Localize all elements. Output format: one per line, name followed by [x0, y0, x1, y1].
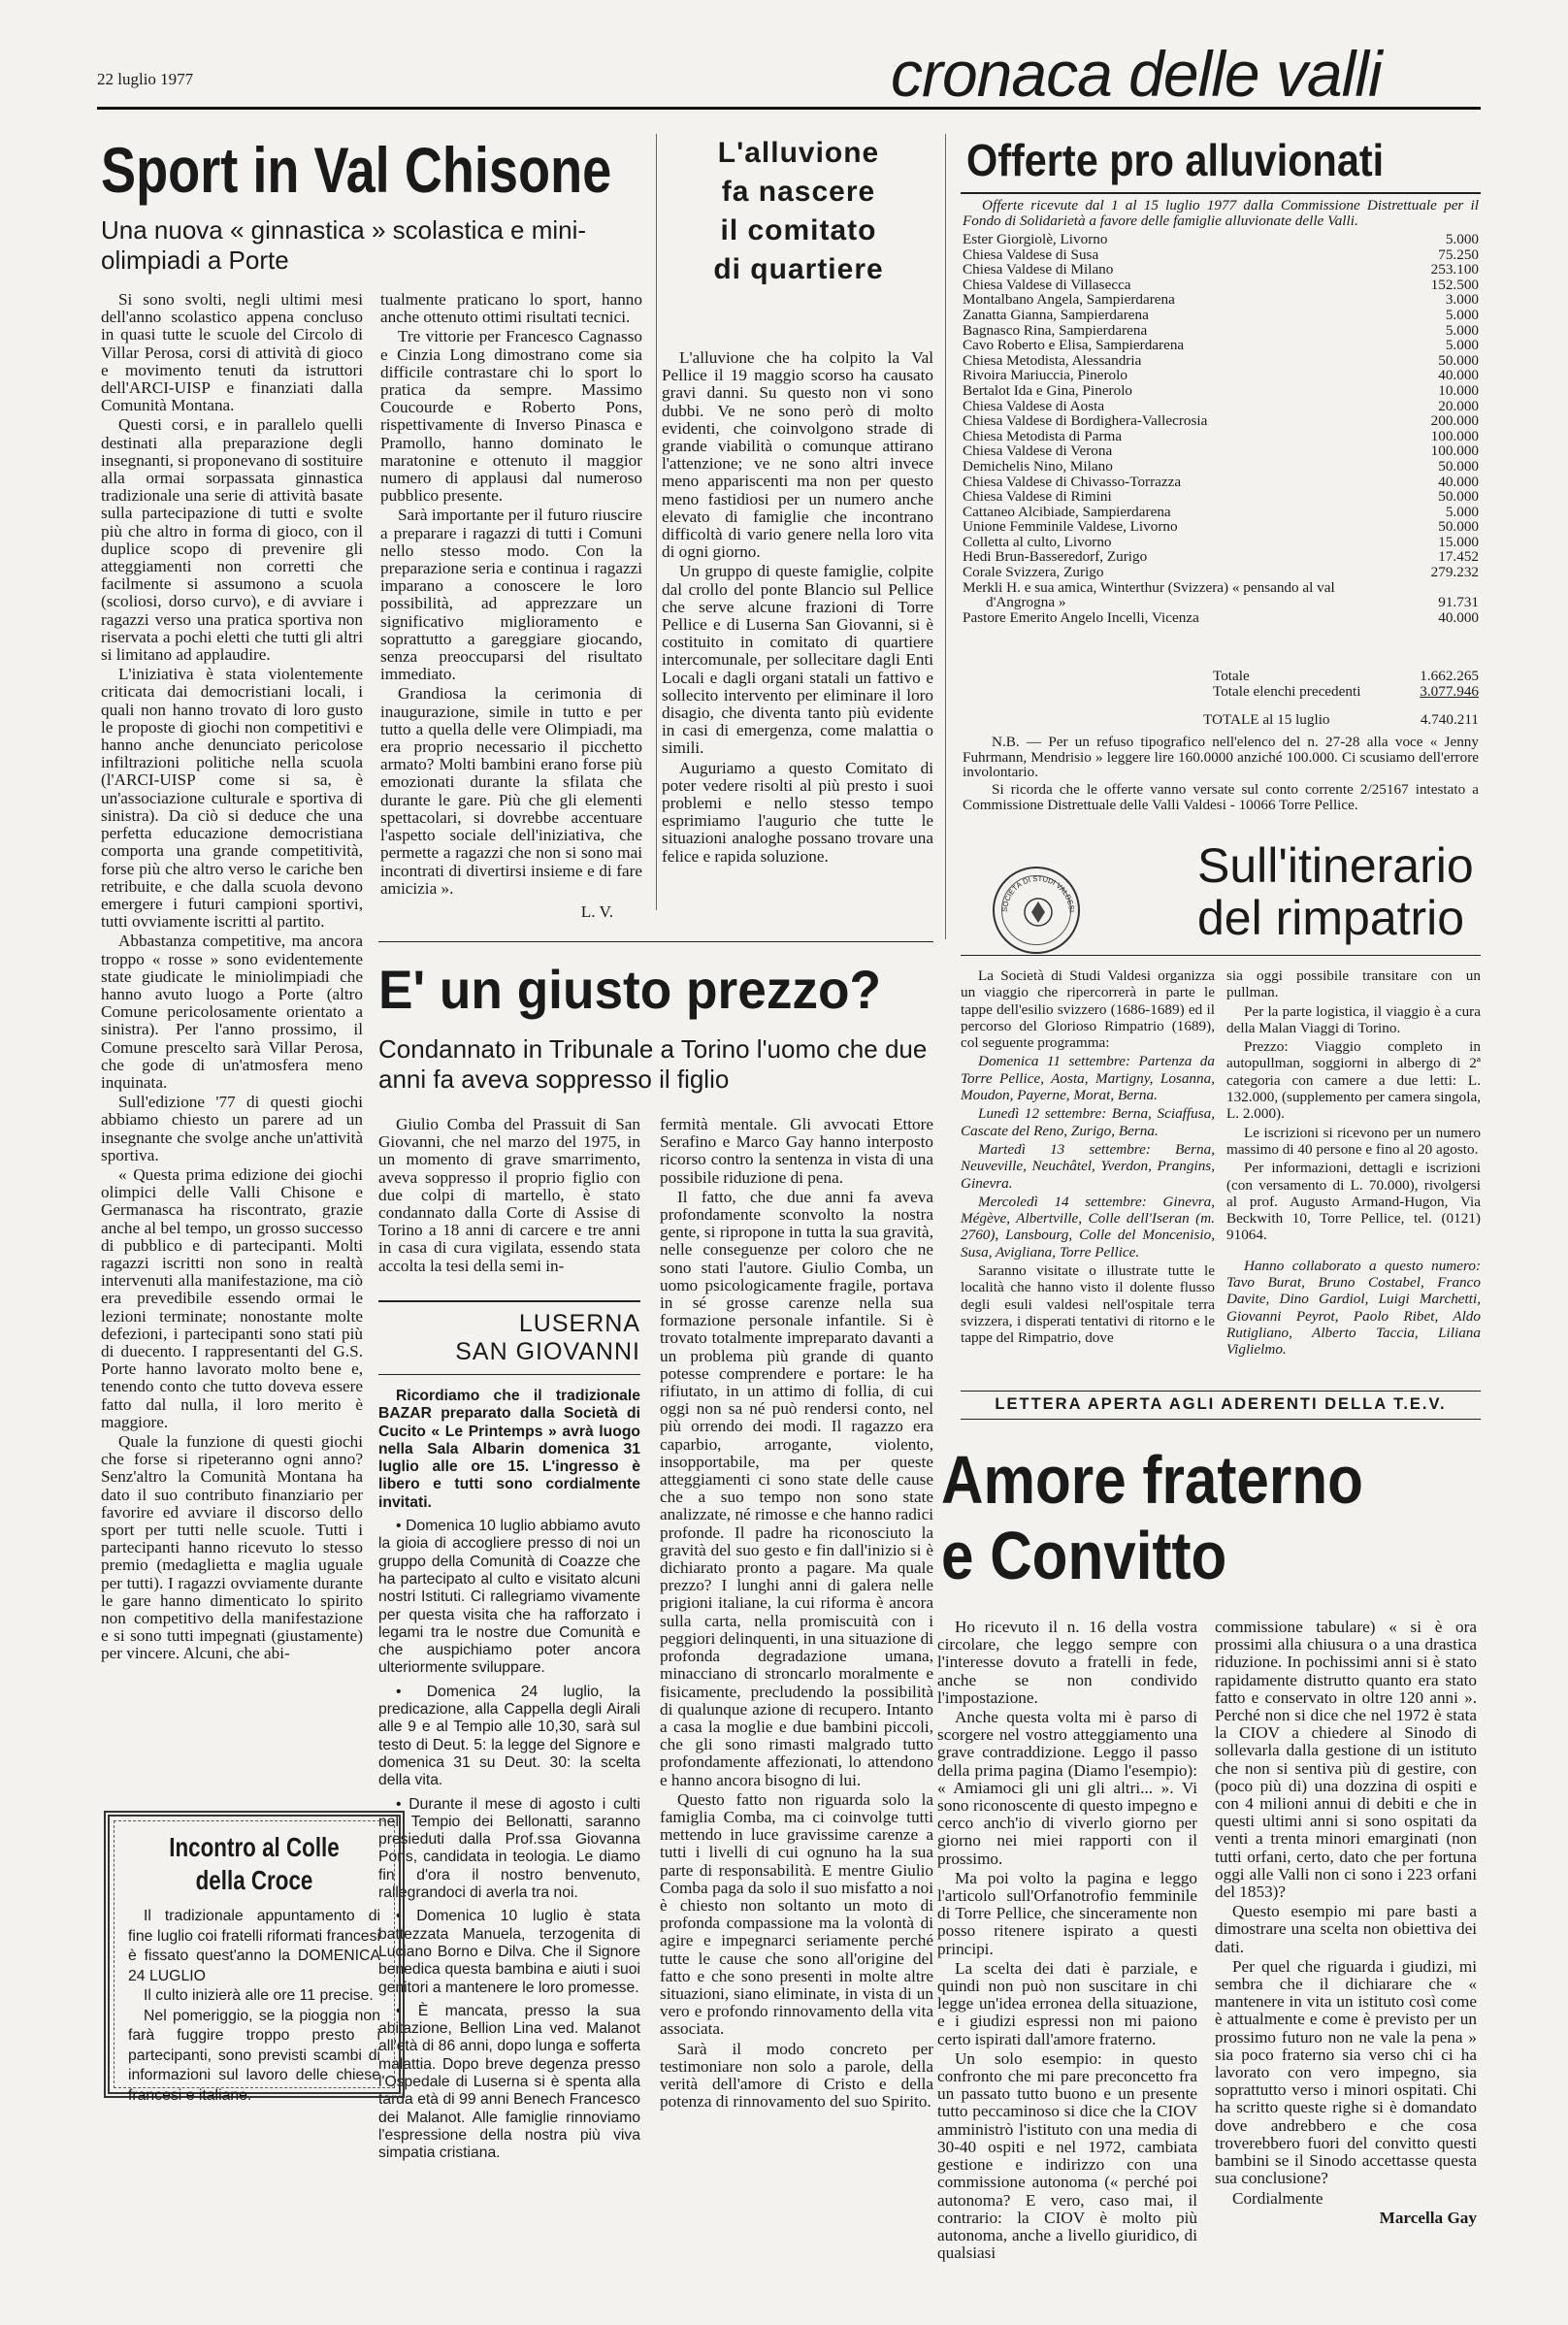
paragraph: Martedì 13 settembre: Berna, Neuveville, Neuchâtel, Yverdon, Prangins, Ginevra.	[961, 1140, 1215, 1192]
donor-name: Corale Svizzera, Zurigo	[963, 564, 1104, 581]
donor-name: Hedi Brun-Basseredorf, Zurigo	[963, 548, 1148, 566]
paragraph: Anche questa volta mi è parso di scorgere nel vostro atteggiamento una grave contraddizione. Leggo il passo della prima pagina (Diamo l'esempio): « Amiamoci gli uni gli altri... ». Vi sono riconoscente di questo impegno e cerco anch'io di viverlo giorno per giorno nei miei rapporti con il prossimo.	[937, 1708, 1197, 1868]
donor-row	[963, 383, 1479, 399]
paragraph: Il tradizionale appuntamento di fine luglio coi fratelli riformati francesi è fissato quest'anno la DOMENICA 24 LUGLIO	[128, 1908, 380, 1984]
paragraph: Per quel che riguarda i giudizi, mi sembra che il dichiarare che « mantenere in vita un istituto così come è attualmente e come è previsto per un prossimo futuro non ne vale la pena » sia poco fraterno sia verso chi ci ha lavorato con vero impegno, sia soprattutto verso i minori ospitati. Chi ha scritto queste righe si è domandato dove andrebbero e che cosa troverebbero fuori del convitto questi bambini se il Sinodo accettasse questa sua conclusione?	[1215, 1956, 1477, 2188]
total-grand-label: TOTALE al 15 luglio	[1203, 711, 1330, 729]
donor-name: d'Angrogna »	[986, 594, 1066, 611]
total-prev-label: Totale elenchi precedenti	[1213, 682, 1361, 700]
donor-row	[963, 505, 1479, 520]
total-row	[1106, 669, 1479, 684]
donor-amount: 75.250	[1438, 246, 1479, 263]
paragraph: Domenica 11 settembre: Partenza da Torre Pellice, Aosta, Martigny, Losanna, Moudon, Payerne, Morat, Berna.	[961, 1053, 1215, 1104]
donor-row	[963, 232, 1479, 247]
donor-amount: 40.000	[1438, 367, 1479, 384]
paragraph: • È mancata, presso la sua abitazione, Bellion Lina ved. Malanot all'età di 86 anni, dopo lunga e sofferta malattia. Dopo breve degenza presso l'Ospedale di Luserna si è spenta alla tarda età di 99 anni Benech Francesco dei Malanot. Alle famiglie rinnoviamo l'espressione della nostra più viva simpatia cristiana.	[378, 2002, 640, 2162]
paragraph: Sull'edizione '77 di questi giochi abbiamo chiesto un parere ad un insegnante che svolge anche un'attività sportiva.	[101, 1093, 363, 1164]
donor-amount: 5.000	[1445, 503, 1479, 520]
donor-amount: 100.000	[1430, 442, 1479, 460]
luserna-column	[378, 1388, 640, 2164]
donor-row	[963, 535, 1479, 550]
donor-name: Chiesa Valdese di Bordighera-Vallecrosia	[963, 412, 1208, 430]
donor-name: Chiesa Valdese di Rimini	[963, 488, 1112, 506]
luserna-title-1: LUSERNA	[518, 1310, 640, 1337]
donor-row	[963, 399, 1479, 414]
donor-row	[963, 549, 1479, 565]
paragraph: Giulio Comba del Prassuit di San Giovanni, che nel marzo del 1975, in un momento di grave smarrimento, aveva soppresso il proprio figlio con due colpi di martello, è stato condannato dalla Corte di Assise di Torino a 18 anni di carcere e tre anni in casa di cura vigilata, essendo stata accolta la tesi della semi in-	[378, 1115, 640, 1275]
donor-amount: 5.000	[1445, 337, 1479, 354]
donor-amount: 50.000	[1438, 351, 1479, 369]
paragraph: Un solo esempio: in questo confronto che mi pare preconcetto fra un passato tutto buono e un presente tutto peccaminoso si dice che la CIOV amministrò l'istituto con una media di 30-40 ospiti e nel 1972, cambiata gestione e indirizzo con una commissione autonoma (« perché poi autonoma? E vero, caso mai, il contrario: la CIOV è molto più autonoma, anche a livello giuridico, di qualsiasi	[937, 2048, 1197, 2263]
donor-amount: 15.000	[1438, 533, 1479, 550]
total-grand-value: 4.740.211	[1420, 711, 1479, 729]
paragraph: Per la parte logistica, il viaggio è a cura della Malan Viaggi di Torino.	[1226, 1002, 1481, 1036]
donor-row	[963, 308, 1479, 323]
column-divider	[945, 134, 946, 939]
article-title-sport: Sport in Val Chisone	[101, 134, 612, 206]
paragraph: Auguriamo a questo Comitato di poter vedere risolti al più presto i suoi problemi e nello stesso tempo esprimiamo l'augurio che tutte le situazioni analoghe possano trovare una felice e rapida soluzione.	[662, 758, 933, 866]
luserna-title-2: SAN GIOVANNI	[455, 1338, 640, 1365]
donor-row	[963, 565, 1479, 580]
article-title-alluvione: L'alluvione fa nascere il comitato di quartiere	[713, 137, 884, 285]
seal-text: SOCIETÀ DI STUDI VALDESI	[999, 873, 1077, 913]
paragraph: Il culto inizierà alle ore 11 precise.	[144, 1987, 374, 2004]
donor-name: Pastore Emerito Angelo Incelli, Vicenza	[963, 608, 1199, 626]
paragraph: tualmente praticano lo sport, hanno anche ottenuto ottimi risultati tecnici.	[380, 290, 642, 327]
article-title-amore-1: Amore fraterno	[941, 1442, 1363, 1518]
paragraph: Lunedì 12 settembre: Berna, Sciaffusa, Cascate del Reno, Zurigo, Berna.	[961, 1105, 1215, 1139]
lettera-column-2	[1215, 1619, 1477, 2227]
donor-row	[963, 519, 1479, 535]
lettera-column-1	[937, 1619, 1197, 2264]
paragraph: Sarà importante per il futuro riuscire a preparare i ragazzi di tutti i Comuni nello stesso modo. Con la preparazione seria e continua i ragazzi imparano a conoscere le loro possibilità, ad apprezzare un significativo miglioramento e soprattutto a gareggiare giocando, senza preoccuparsi del risultato immediato.	[380, 506, 642, 684]
total-value: 1.662.265	[1420, 668, 1479, 684]
article-title-itinerario-1: Sull'itinerario	[1197, 838, 1474, 893]
sport-column-1	[101, 291, 363, 1665]
itinerario-column-1	[961, 967, 1215, 1349]
donor-row	[963, 368, 1479, 383]
colle-croce-box	[104, 1811, 405, 2104]
donor-name: Unione Femminile Valdese, Livorno	[963, 518, 1178, 536]
paragraph: L'alluvione che ha colpito la Val Pellice il 19 maggio scorso ha causato gravi danni. Su questo non vi sono dubbi. Ve ne sono però di molto evidenti, che coinvolgono strade di grande viabilità o comunque attirano l'attenzione; ve ne sono altri invece meno appariscenti ma non per questo meno fastidiosi per un numero anche elevato di famiglie che incontrano difficoltà di vario genere nella loro vita di ogni giorno.	[662, 348, 933, 562]
donor-name: Cattaneo Alcibiade, Sampierdarena	[963, 503, 1171, 520]
donor-amount: 10.000	[1438, 381, 1479, 399]
donor-row	[963, 489, 1479, 505]
donor-row	[963, 413, 1479, 429]
paragraph: Ma poi volto la pagina e leggo l'articolo sull'Orfanotrofio femminile di Torre Pellice, che sinceramente non posso ritenere ispirato a questi principi.	[937, 1868, 1197, 1958]
paragraph: Questi corsi, e in parallelo quelli destinati alla preparazione degli insegnanti, si proponevano di sostituire alla ormai sorpassata ginnastica tradizionale una serie di attività basate sulla partecipazione di tutti e svolte più che altro in forma di gioco, con il duplice scopo di prevenire gli atteggiamenti non corretti che facilmente si assumono a scuola (scoliosi, dorso curvo), e di avviare i ragazzi verso una pratica sportiva non riservata a pochi eletti che tutti gli altri si limitano ad applaudire.	[101, 415, 363, 665]
paragraph: Mercoledì 14 settembre: Ginevra, Mégève, Albertville, Colle dell'Iseran (m. 2760), Lansbourg, Colle del Moncenisio, Susa, Avigliana, Torre Pellice.	[961, 1193, 1215, 1261]
offerte-rule	[961, 192, 1481, 194]
donor-name: Chiesa Metodista di Parma	[963, 427, 1123, 444]
section-title: cronaca delle valli	[891, 38, 1382, 110]
masthead-rule	[97, 107, 1481, 110]
article-subtitle-sport: Una nuova « ginnastica » scolastica e mini-olimpiadi a Porte	[101, 215, 587, 275]
paragraph: Abbastanza competitive, ma ancora troppo « rosse » sono evidentemente state giudicate le miniolimpiadi che hanno avuto luogo a Porte (altro Comune pericolosamente orientato a sinistra). Per l'anno prossimo, il Comune prescelto sarà Villar Perosa, che gode di un'atmosfera meno inquinata.	[101, 932, 363, 1092]
donor-amount: 17.452	[1438, 548, 1479, 566]
paragraph: Si sono svolti, negli ultimi mesi dell'anno scolastico appena concluso in quasi tutte le scuole del Circolo di Villar Perosa, corsi di attività di gioco e movimento tenuti da istruttori dell'ARCI-UISP e finanziati dalla Comunità Montana.	[101, 290, 363, 415]
giusto-column-2	[660, 1116, 933, 2112]
donor-name: Chiesa Valdese di Villasecca	[963, 276, 1131, 293]
paragraph: La scelta dei dati è parziale, e quindi non può non suscitare in chi legge un'idea erronea della situazione, e i giudizi espressi non mi paiono certo ispirati dall'amore fraterno.	[937, 1958, 1197, 2048]
alluvione-column	[662, 349, 933, 868]
donor-name: Bagnasco Rina, Sampierdarena	[963, 321, 1148, 339]
donor-name: Ester Giorgiolè, Livorno	[963, 231, 1108, 247]
donor-amount: 279.232	[1430, 564, 1479, 581]
sport-column-2	[380, 291, 642, 921]
paragraph: Un gruppo di queste famiglie, colpite dal crollo del ponte Blancio sul Pellice che serve alcune frazioni di Torre Pellice e di Luserna San Giovanni, si è costituito in comitato di quartiere intercomunale, per sollecitare dagli Enti Locali e dagli organi statali un fattivo e sollecito intervento per eliminare il loro disagio, che diventa tanto più evidente in casi di emergenza, come malattia o simili.	[662, 562, 933, 758]
donor-row	[963, 247, 1479, 263]
luserna-rule	[378, 1300, 640, 1302]
paragraph: Quale la funzione di questi giochi che forse si ripeteranno ogni anno? Senz'altro la Comunità Montana ha dato il suo contributo finanziario per favorire ed avviare il discorso dello sport per tutti nelle scuole. Tutti i partecipanti hanno ricevuto lo stesso premio (medaglietta e maglia uguale per tutti). I ragazzi ovviamente durante le gare hanno dimenticato lo spirito non competitivo della manifestazione e si sono tutti impegnati (giustamente) per vincere. Alcuni, che abi-	[101, 1432, 363, 1663]
donor-amount: 253.100	[1430, 261, 1479, 278]
paragraph: Per informazioni, dettagli e iscrizioni (con versamento di L. 70.000), rivolgersi al prof. Augusto Armand-Hugon, Via Beckwith 10, Torre Pellice, tel. (0121) 91064.	[1226, 1160, 1481, 1244]
paragraph: « Questa prima edizione dei giochi olimpici delle Valli Chisone e Germanasca ha riscontrato, grazie anche al bel tempo, un grosso successo di pubblico e di partecipanti. Molti ragazzi iscritti non sono in realtà intervenuti alla manifestazione, ma ciò era prevedibile essendo ormai le lezioni terminate; nonostante molte defezioni, i partecipanti sono stati più di duecento. I rappresentanti del G.S. Porte hanno lavorato molto bene e, tenendo conto che tutto doveva essere fatto dal nulla, il loro merito è maggiore.	[101, 1164, 363, 1431]
donor-amount: 50.000	[1438, 457, 1479, 475]
donor-row	[963, 323, 1479, 339]
colle-text	[128, 1907, 380, 2106]
paragraph: • Domenica 24 luglio, la predicazione, alla Cappella degli Airali alle 9 e al Tempio alle 10,30, sarà sul testo di Deut. 5: la legge del Signore e domenica 31 su Deut. 30: la scelta della vita.	[378, 1683, 640, 1789]
donor-name: Demichelis Nino, Milano	[963, 457, 1113, 475]
donor-name: Zanatta Gianna, Sampierdarena	[963, 306, 1149, 323]
column-divider	[656, 134, 657, 910]
offerte-intro: Offerte ricevute dal 1 al 15 luglio 1977 dalla Commissione Distrettuale per il Fondo di Solidarietà a favore delle famiglie alluvionate delle Valli.	[963, 197, 1479, 229]
paragraph: L'iniziativa è stata violentemente criticata dai democristiani locali, i quali non hanno trovato di loro gusto le proposte di giochi non competitivi e hanno anche denunciato pericolose infiltrazioni politiche nella scuola (l'ARCI-UISP come si sa, è un'associazione culturale e sportiva di sinistra). Da ciò si deduce che una perfetta educazione democristiana comporta una grande competitività, forse più che altro verso le cariche ben retribuite, e che dalla scuola devono emergere i futuri campioni sportivi, tutti ovviamente iscritti al partito.	[101, 665, 363, 932]
signature: L. V.	[580, 901, 613, 921]
article-title-itinerario-2: del rimpatrio	[1197, 891, 1465, 945]
issue-date: 22 luglio 1977	[97, 70, 194, 88]
giusto-rule	[378, 941, 933, 942]
collaborators: Hanno collaborato a questo numero: Tavo Burat, Bruno Costabel, Franco Davite, Dino Gardiol, Luigi Marchetti, Giovanni Peyrot, Paolo Ribet, Aldo Rutigliano, Alberto Taccia, Liliana Viglielmo.	[1226, 1257, 1481, 1359]
donor-name: Bertalot Ida e Gina, Pinerolo	[963, 381, 1133, 399]
paragraph: • Durante il mese di agosto i culti nel Tempio dei Bellonatti, saranno presieduti dalla Prof.ssa Giovanna Pons, candidata in teologia. Le diamo fin d'ora il nostro benvenuto, rallegrandoci di averla tra noi.	[378, 1795, 640, 1902]
donor-amount: 20.000	[1438, 397, 1479, 414]
donor-row	[963, 429, 1479, 444]
donor-name: Chiesa Valdese di Susa	[963, 246, 1099, 263]
donor-amount: 100.000	[1430, 427, 1479, 444]
luserna-rule-2	[378, 1374, 640, 1375]
paragraph: Cordialmente	[1232, 2188, 1323, 2208]
donor-row	[963, 292, 1479, 308]
society-seal-logo	[993, 867, 1080, 954]
donor-amount: 5.000	[1445, 306, 1479, 323]
paragraph: • Domenica 10 luglio è stata battezzata Manuela, terzogenita di Luciano Borno e Dilva. Che il Signore benedica questa bambina e aiuti i suoi genitori a mantenere le loro promesse.	[378, 1908, 640, 1996]
paragraph: Ricordiamo che il tradizionale BAZAR preparato dalla Società di Cucito « Le Printemps » avrà luogo nella Sala Albarin domenica 31 luglio alle ore 15. L'ingresso è libero e tutti sono cordialmente invitati.	[378, 1388, 640, 1511]
donor-row	[963, 459, 1479, 475]
paragraph: La Società di Studi Valdesi organizza un viaggio che ripercorrerà in parte le tappe dell'esilio svizzero (1686-1689) ed il percorso del Glorioso Rimpatrio (1689), col seguente programma:	[961, 967, 1215, 1052]
itinerario-column-2	[1226, 967, 1481, 1360]
paragraph: Sarà il modo concreto per testimoniare non solo a parole, della verità dell'amore di Cristo e della potenza di rinnovamento del suo Spirito.	[660, 2039, 933, 2112]
donor-name: Chiesa Valdese di Milano	[963, 261, 1114, 278]
donor-row	[963, 595, 1479, 610]
paragraph: fermità mentale. Gli avvocati Ettore Serafino e Marco Gay hanno interposto ricorso contro la sentenza in vista di una possibile riduzione di pena.	[660, 1115, 933, 1187]
donor-amount: 40.000	[1438, 473, 1479, 490]
paragraph: Prezzo: Viaggio completo in autopullman, soggiorni in albergo di 2ª categoria con camere a due letti: L. 132.000, (supplemento per camera singola, L. 2.000).	[1226, 1038, 1481, 1123]
donor-row	[963, 278, 1479, 293]
donor-row	[963, 610, 1479, 626]
total-prev-value: 3.077.946	[1420, 682, 1479, 700]
donor-row	[963, 353, 1479, 369]
signature: Marcella Gay	[1379, 2208, 1477, 2227]
donor-amount: 91.731	[1438, 594, 1479, 611]
paragraph: Le iscrizioni si ricevono per un numero massimo di 40 persone e fino al 20 agosto.	[1226, 1124, 1481, 1158]
itinerario-rule	[961, 955, 1481, 956]
giusto-column-1	[378, 1116, 640, 1277]
donor-name: Rivoira Mariuccia, Pinerolo	[963, 367, 1127, 384]
donor-amount: 5.000	[1445, 321, 1479, 339]
donor-row	[963, 262, 1479, 278]
paragraph: Saranno visitate o illustrate tutte le località che hanno visto il dolente flusso degli esuli valdesi nell'ospitale terra svizzera, i disperati tentativi di ritorno e le tappe del Rimpatrio, dove	[961, 1262, 1215, 1347]
total-prev-row	[1106, 684, 1479, 700]
donor-amount: 3.000	[1445, 291, 1479, 309]
paragraph: Il fatto, che due anni fa aveva profondamente sconvolto la nostra gente, si ripropone in tutta la sua gravità, nelle conseguenze per coloro che ne sono stati l'autore. Giulio Comba, un uomo psicologicamente fragile, portava in sé grosse carenze nella sua formazione personale infantile. Si è trovato totalmente impreparato davanti a un problema più grande di quanto potesse comprendere e portare: le ha rifiutato, in un attimo di follia, di cui oggi non sa né può rendersi conto, nel più orrendo dei modi. Il ragazzo era caparbio, arrogante, violento, insopportabile, ma per queste atteggiamenti ci sono state delle cause che a suo tempo non sono state analizzate, né rimosse e che hanno radici profonde. Il padre ha riconosciuto la gravità del suo gesto e fin dall'inizio si è dichiarato pronto a pagare. Ma quale prezzo? I lunghi anni di galera nelle prigioni italiane, la cui riforma è ancora sulla carta, nella promiscuità con i peggiori delinquenti, in una situazione di profonda degradazione umana, minacciano di stroncarlo moralmente e fisicamente, precludendo la possibilità di qualunque azione di recupero. Intanto a casa la moglie e due bambini piccoli, che gli sono rimasti malgrado tutto profondamente affezionati, lo attendono e hanno ancora bisogno di lui.	[660, 1187, 933, 1789]
total-label: Totale	[1213, 668, 1250, 684]
donor-list	[963, 232, 1479, 625]
offerte-nb: N.B. — Per un refuso tipografico nell'elenco del n. 27-28 alla voce « Jenny Fuhrmann, Mendrisio » leggere lire 160.0000 anziché 100.000. Ci scusiamo dell'errore involontario.	[963, 734, 1479, 781]
paragraph: Grandiosa la cerimonia di inaugurazione, simile in tutto e per tutto a quella delle vere Olimpiadi, ma era proprio necessario il picchetto armato? Molti bambini erano forse più emozionati durante la sfilata che durante le gare. Più che gli elementi spettacolari, si dovrebbe accentuare l'aspetto sociale dell'iniziativa, che permette a ragazzi che non si sono mai incontrati di divertirsi insieme e di fare amicizia ».	[380, 684, 642, 898]
colle-title: Incontro al Colle della Croce	[169, 1832, 340, 1895]
paragraph: commissione tabulare) « si è ora prossimi alla chiusura o a una drastica riduzione. In pochissimi anni si è stato rapidamente distrutto quanto era stato fatto e conservato in oltre 120 anni ». Perché non si dice che nel 1972 è stata la CIOV a chiedere al Sinodo di sollevarla dalla gestione di un istituto che non si sentiva più di gestire, con (poco più di) una dozzina di ospiti e con 4 milioni annui di debiti e che in questi ultimi anni si sono ospitati da venti a trenta minori emarginati (non tutti orfani, certo, dato che per fortuna oggi alle Valli non ci sono i 223 orfani del 1853)?	[1215, 1618, 1477, 1902]
donor-row	[963, 443, 1479, 459]
donor-row	[963, 580, 1479, 596]
paragraph: Tre vittorie per Francesco Cagnasso e Cinzia Long dimostrano come sia difficile contrastare chi lo sport lo pratica da sempre. Massimo Coucourde e Roberto Pons, rispettivamente di Inverso Pinasca e Pramollo, hanno dominato le maratonine e ottenuto il maggior numero di applausi dal numeroso pubblico presente.	[380, 327, 642, 506]
donor-name: Merkli H. e sua amica, Winterthur (Svizzera) « pensando al val	[963, 578, 1335, 596]
article-title-amore-2: e Convitto	[941, 1518, 1227, 1593]
article-subtitle-giusto: Condannato in Tribunale a Torino l'uomo che due anni fa aveva soppresso il figlio	[378, 1034, 928, 1094]
donor-name: Chiesa Valdese di Chivasso-Torrazza	[963, 473, 1182, 490]
paragraph: • Domenica 10 luglio abbiamo avuto la gioia di accogliere presso di noi un gruppo della Comunità di Coazze che ha partecipato al culto e visitato alcuni nostri Istituti. Ci rallegriamo vivamente per questa visita che ha rafforzato i legami tra le nostre due Comunità e che auspichiamo poter ancora ulteriormente sviluppare.	[378, 1518, 640, 1677]
donor-amount: 5.000	[1445, 231, 1479, 247]
donor-amount: 152.500	[1430, 276, 1479, 293]
donor-row	[963, 475, 1479, 490]
paragraph: Nel pomeriggio, se la pioggia non farà fuggire troppo presto i partecipanti, sono previsti scambi di informazioni sul lavoro delle chiese francesi e italiane.	[128, 2007, 380, 2104]
donor-name: Colletta al culto, Livorno	[963, 533, 1112, 550]
offerte-totals	[1106, 669, 1479, 728]
donor-amount: 50.000	[1438, 518, 1479, 536]
donor-name: Chiesa Metodista, Alessandria	[963, 351, 1142, 369]
offerte-ricorda: Si ricorda che le offerte vanno versate sul conto corrente 2/25167 intestato a Commissione Distrettuale delle Valli Valdesi - 10066 Torre Pellice.	[963, 781, 1479, 813]
paragraph: Questo fatto non riguarda solo la famiglia Comba, ma ci coinvolge tutti mettendo in luce gravissime carenze a tutti i livelli di cui ognuno ha la sua parte di responsabilità. E mentre Giulio Comba paga da solo il suo misfatto a noi è chiesto non soltanto un moto di profonda compassione ma la volontà di agire e impegnarci seriamente perché tutte le cause che sono all'origine del fatto e che sono presenti in molte altre situazioni, siano eliminate, in vista di un vero e profondo rinnovamento della vita associata.	[660, 1789, 933, 2039]
paragraph: Ho ricevuto il n. 16 della vostra circolare, che leggo sempre con l'interesse dovuto a fratelli in fede, anche se non condivido l'impostazione.	[937, 1618, 1197, 1707]
donor-amount: 50.000	[1438, 488, 1479, 506]
donor-amount: 200.000	[1430, 412, 1479, 430]
lettera-banner: LETTERA APERTA AGLI ADERENTI DELLA T.E.V.	[961, 1391, 1481, 1420]
article-title-giusto: E' un giusto prezzo?	[378, 959, 882, 1020]
donor-name: Cavo Roberto e Elisa, Sampierdarena	[963, 337, 1185, 354]
paragraph: Questo esempio mi pare basti a dimostrare una scelta non obiettiva dei dati.	[1215, 1902, 1477, 1956]
article-title-offerte: Offerte pro alluvionati	[966, 135, 1385, 185]
donor-name: Chiesa Valdese di Aosta	[963, 397, 1105, 414]
donor-amount: 40.000	[1438, 608, 1479, 626]
donor-row	[963, 338, 1479, 353]
donor-name: Chiesa Valdese di Verona	[963, 442, 1113, 460]
donor-name: Montalbano Angela, Sampierdarena	[963, 291, 1175, 309]
paragraph: sia oggi possibile transitare con un pullman.	[1226, 967, 1481, 1001]
total-grand-row	[1106, 712, 1479, 728]
